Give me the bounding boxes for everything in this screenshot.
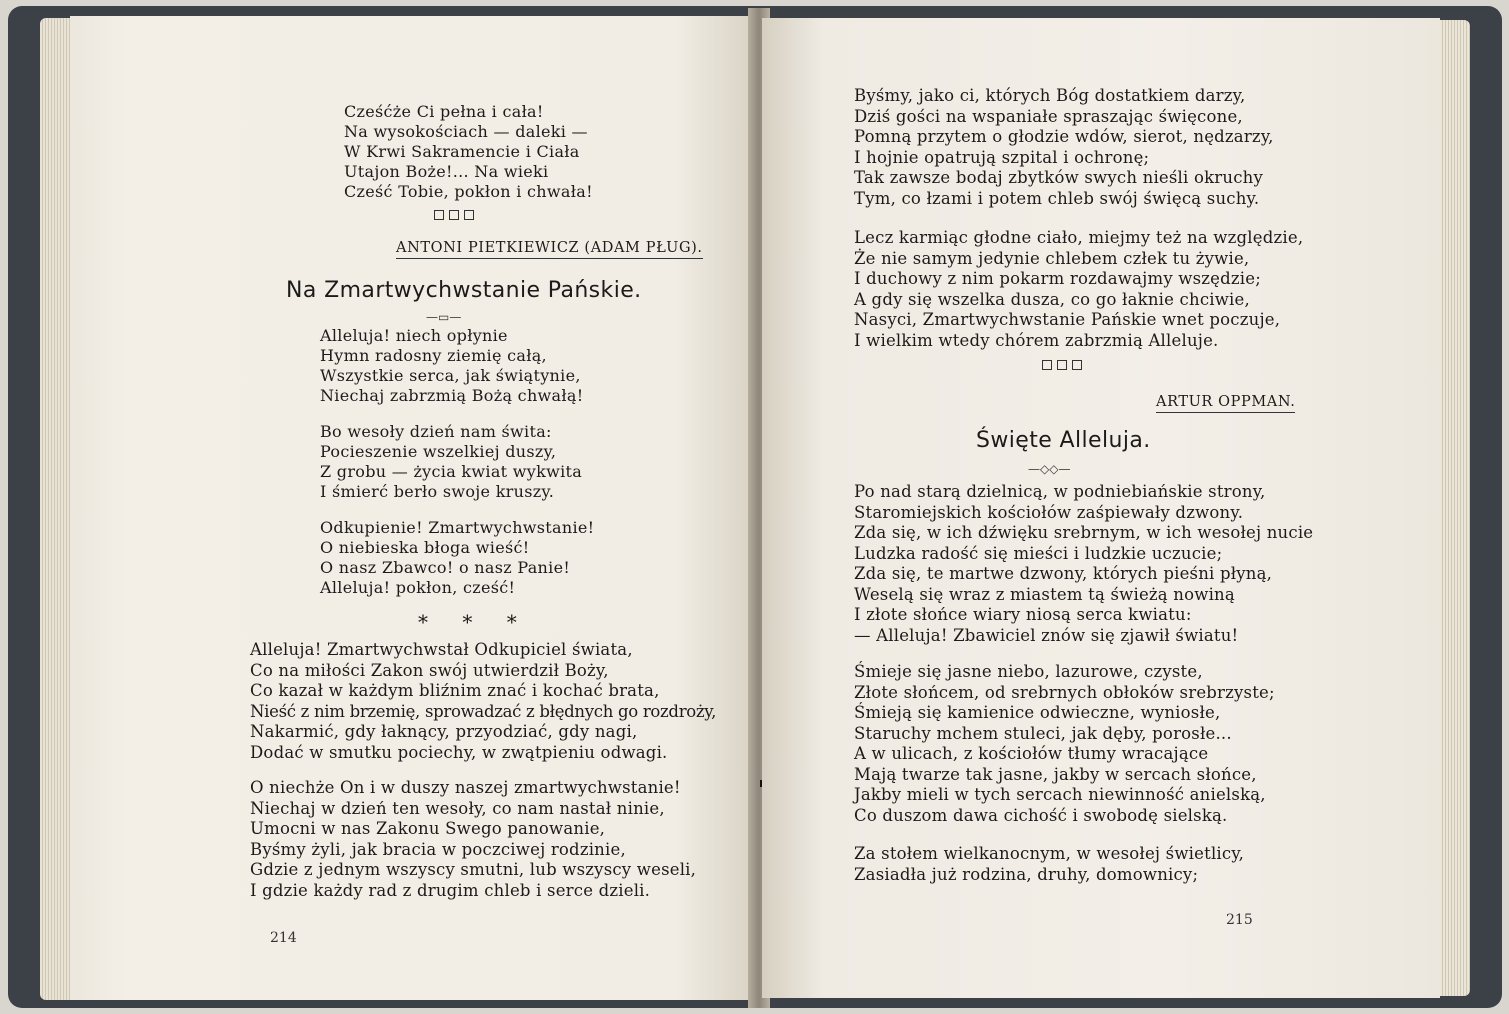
stanza-1 [320,326,583,406]
top-stanza [344,102,593,202]
verse-line: Jakby mieli w tych sercach niewinność anielską, [854,785,1266,804]
page-number: 215 [1226,912,1253,928]
stanza-5 [854,844,1244,885]
verse-line: Byśmy żyli, jak bracia w poczciwej rodzinie, [250,839,626,859]
stanza-1 [854,86,1274,209]
verse-line: O niebieska błoga wieść! [320,538,530,557]
verse-line: A gdy się wszelka dusza, co go łaknie chciwie, [854,289,1250,309]
verse-line: Mają twarze tak jasne, jakby w sercach słońce, [854,764,1257,784]
verse-line: — Alleluja! Zbawiciel znów się zjawił światu! [854,625,1239,645]
verse-line: Nasyci, Zmartwychwstanie Pańskie wnet poczuje, [854,310,1281,329]
long-stanza-1 [250,640,716,763]
verse-line: Nieść z nim brzemię, sprowadzać z błędnych go rozdroży, [250,701,717,721]
stanza-3 [854,482,1313,646]
stanza-2 [854,228,1303,351]
verse-line: Zda się, te martwe dzwony, których pieśni płyną, [854,564,1273,583]
verse-line: Po nad starą dzielnicą, w podniebiańskie strony, [854,482,1266,501]
verse-line: Umocni w nas Zakonu Swego panowanie, [250,819,606,838]
verse-line: Weselą się wraz z miastem tą świeżą nowiną [854,584,1235,604]
right-page [762,18,1440,998]
section-divider-squares [434,208,479,224]
verse-line: Za stołem wielkanocnym, w wesołej świetlicy, [854,844,1245,863]
verse-line: Śmieje się jasne niebo, lazurowe, czyste, [854,662,1203,681]
verse-line: I wielkim wtedy chórem zabrzmią Alleluje. [854,330,1219,350]
verse-line: Staromiejskich kościołów zaśpiewały dzwony. [854,502,1244,522]
verse-line: Utajon Boże!... Na wieki [344,162,549,181]
verse-line: Na wysokościach — daleki — [344,122,588,141]
verse-line: Ludzka radość się mieści i ludzkie uczucie; [854,543,1223,563]
verse-line: Alleluja! Zmartwychwstał Odkupiciel świata, [250,640,633,659]
poem-title: Święte Alleluja. [976,428,1151,453]
asterism: * * * [418,610,531,634]
verse-line: Gdzie z jednym wszyscy smutni, lub wszyscy weseli, [250,860,697,879]
stanza-4 [854,662,1275,826]
verse-line: Cześćże Ci pełna i cała! [344,102,544,121]
verse-line: I śmierć berło swoje kruszy. [320,482,555,501]
stanza-3 [320,518,594,598]
verse-line: Śmieją się kamienice odwieczne, wyniosłe, [854,703,1221,722]
verse-line: O niechże On i w duszy naszej zmartwychwstanie! [250,778,681,797]
author-name: ARTUR OPPMAN. [1156,394,1295,413]
verse-line: Bo wesoły dzień nam świta: [320,422,552,441]
verse-line: I złote słońce wiary niosą serca kwiatu: [854,605,1192,624]
long-stanza-2 [250,778,696,901]
verse-line: Pocieszenie wszelkiej duszy, [320,442,557,461]
verse-line: Byśmy, jako ci, których Bóg dostatkiem darzy, [854,86,1246,105]
verse-line: Dziś gości na wspaniałe spraszając święcone, [854,106,1243,126]
verse-line: Co kazał w każdym bliźnim znać i kochać brata, [250,681,660,700]
verse-line: Zda się, w ich dźwięku srebrnym, w ich wesołej nucie [854,523,1314,542]
verse-line: Alleluja! niech opłynie [320,326,508,345]
verse-line: Nakarmić, gdy łaknący, przyodziać, gdy nagi, [250,722,638,741]
title-ornament: —▭— [426,310,462,324]
verse-line: Zasiadła już rodzina, druhy, domownicy; [854,864,1199,884]
verse-line: Alleluja! pokłon, cześć! [320,578,516,597]
verse-line: Tym, co łzami i potem chleb swój święcą suchy. [854,188,1260,208]
verse-line: Co na miłości Zakon swój utwierdził Boży, [250,660,609,680]
verse-line: I hojnie opatrują szpital i ochronę; [854,147,1150,167]
verse-line: A w ulicach, z kościołów tłumy wracające [854,744,1209,763]
verse-line: Że nie samym jedynie chlebem człek tu żywie, [854,248,1250,268]
verse-line: I gdzie każdy rad z drugim chleb i serce dzieli. [250,880,651,900]
verse-line: Cześć Tobie, pokłon i chwała! [344,182,593,201]
section-divider-squares [1042,358,1087,374]
verse-line: Hymn radosny ziemię całą, [320,346,547,365]
verse-line: Wszystkie serca, jak świątynie, [320,366,581,385]
verse-line: I duchowy z nim pokarm rozdawajmy wszędzie; [854,269,1261,288]
verse-line: Z grobu — życia kwiat wykwita [320,462,583,481]
left-page [70,16,758,1000]
author-name: ANTONI PIETKIEWICZ (ADAM PŁUG). [396,240,703,259]
verse-line: Odkupienie! Zmartwychwstanie! [320,518,595,537]
verse-line: Niechaj zabrzmią Bożą chwałą! [320,386,584,405]
verse-line: Lecz karmiąc głodne ciało, miejmy też na względzie, [854,228,1304,247]
page-number: 214 [270,930,297,946]
verse-line: Dodać w smutku pociechy, w zwątpieniu odwagi. [250,742,668,762]
verse-line: Staruchy mchem stuleci, jak dęby, porosłe... [854,723,1232,743]
poem-title: Na Zmartwychwstanie Pańskie. [286,278,642,303]
verse-line: Tak zawsze bodaj zbytków swych nieśli okruchy [854,168,1263,187]
stanza-2 [320,422,582,502]
verse-line: Pomną przytem o głodzie wdów, sierot, nędzarzy, [854,127,1274,146]
verse-line: Niechaj w dzień ten wesoły, co nam nastał ninie, [250,798,665,818]
verse-line: W Krwi Sakramencie i Ciała [344,142,580,161]
title-ornament: —◇◇— [1028,462,1071,476]
verse-line: Co duszom dawa cichość i swobodę sielską. [854,805,1228,825]
verse-line: O nasz Zbawco! o nasz Panie! [320,558,571,577]
verse-line: Złote słońcem, od srebrnych obłoków srebrzyste; [854,682,1275,702]
